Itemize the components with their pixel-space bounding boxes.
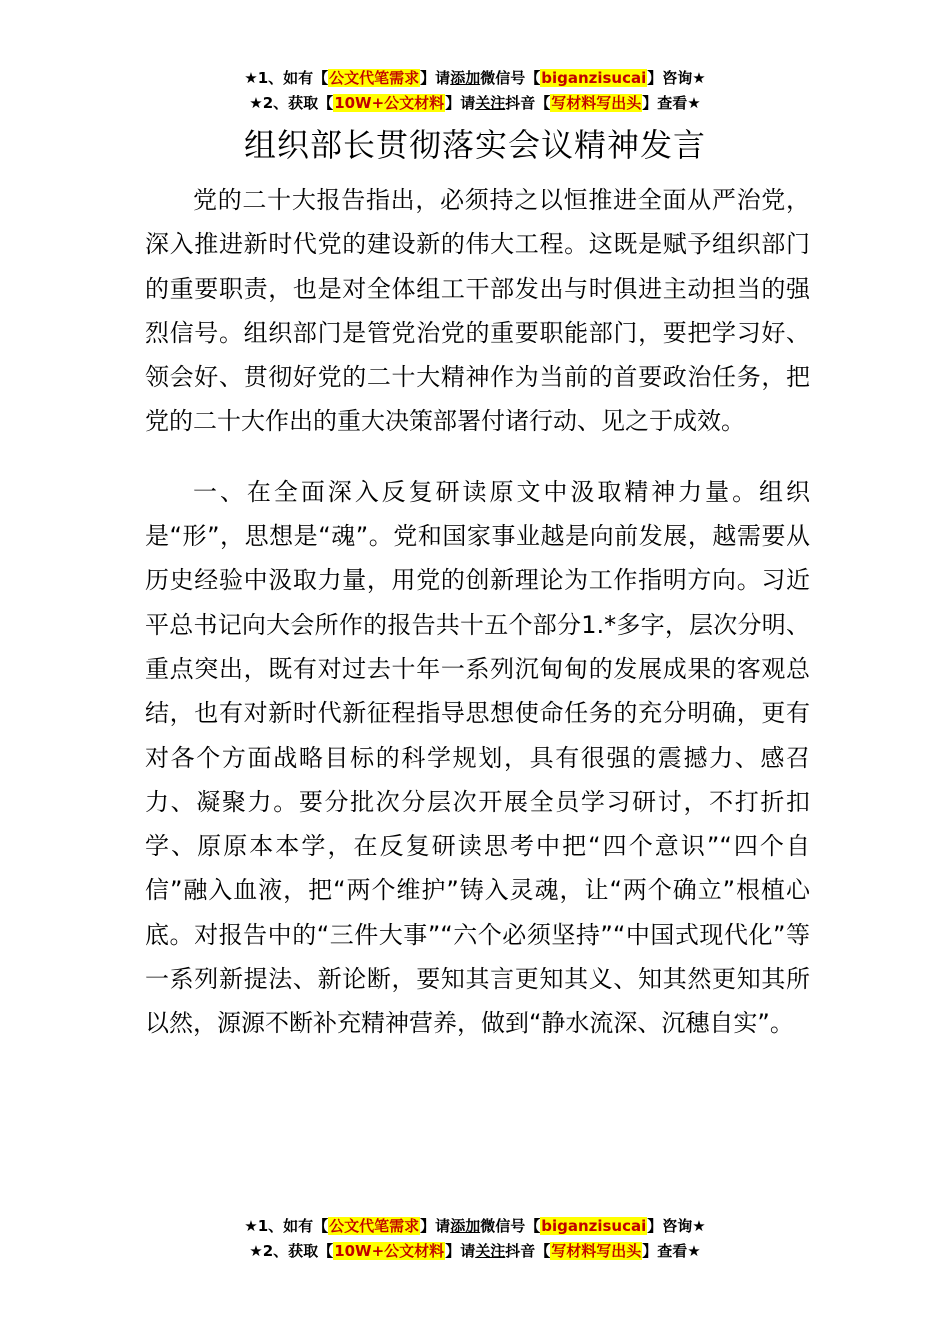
footer-ad-line-1-prefix: ★1、如有【	[244, 1217, 329, 1235]
footer-ad-line-1-suffix: 】咨询★	[647, 1217, 706, 1235]
footer-ad-line-2	[0, 1239, 950, 1264]
header-ad-materials-highlight: 10W+公文材料	[334, 94, 445, 112]
header-ad-line-2-prefix: ★2、获取【	[249, 94, 334, 112]
header-ad-douyin-label: 抖音【	[505, 94, 551, 112]
header-ad-add-underlined: 添加	[450, 69, 481, 87]
footer-ad-line-1-please: 】请	[420, 1217, 451, 1235]
document-body	[145, 178, 810, 1046]
footer-ad-service-highlight: 公文代笔需求	[329, 1217, 420, 1235]
body-paragraph-1: 党的二十大报告指出，必须持之以恒推进全面从严治党，深入推进新时代党的建设新的伟大工程。这既是赋予组织部门的重要职责，也是对全体组工干部发出与时俱进主动担当的强烈信号。组织部门是管党治党的重要职能部门，要把学习好、领会好、贯彻好党的二十大精神作为当前的首要政治任务，把党的二十大作出的重大决策部署付诸行动、见之于成效。	[145, 186, 810, 436]
header-ad-service-highlight: 公文代笔需求	[329, 69, 420, 87]
footer-ad-douyin-account: 写材料写出头	[551, 1242, 642, 1260]
footer-ad-add-underlined: 添加	[450, 1217, 481, 1235]
footer-ad-line-1	[0, 1214, 950, 1239]
footer-ad-line-2-please: 】请	[445, 1242, 476, 1260]
header-ad-line-1	[0, 66, 950, 91]
footer-ad-wechat-label: 微信号【	[480, 1217, 541, 1235]
footer-ad-line-2-suffix: 】查看★	[642, 1242, 701, 1260]
header-ad	[0, 66, 950, 116]
header-ad-line-2-please: 】请	[445, 94, 476, 112]
footer-ad-materials-highlight: 10W+公文材料	[334, 1242, 445, 1260]
header-ad-line-1-prefix: ★1、如有【	[244, 69, 329, 87]
footer-ad-line-2-prefix: ★2、获取【	[249, 1242, 334, 1260]
document-title: 组织部长贯彻落实会议精神发言	[243, 126, 706, 164]
header-ad-douyin-account: 写材料写出头	[551, 94, 642, 112]
body-paragraph-2: 一、在全面深入反复研读原文中汲取精神力量。组织是“形”，思想是“魂”。党和国家事业越是向前发展，越需要从历史经验中汲取力量，用党的创新理论为工作指明方向。习近平总书记向大会所作的报告共十五个部分1.*多字，层次分明、重点突出，既有对过去十年一系列沉甸甸的发展成果的客观总结，也有对新时代新征程指导思想使命任务的充分明确，更有对各个方面战略目标的科学规划，具有很强的震撼力、感召力、凝聚力。要分批次分层次开展全员学习研讨，不打折扣学、原原本本学，在反复研读思考中把“四个意识”“四个自信”融入血液，把“两个维护”铸入灵魂，让“两个确立”根植心底。对报告中的“三件大事”“六个必须坚持”“中国式现代化”等一系列新提法、新论断，要知其言更知其义、知其然更知其所以然，源源不断补充精神营养，做到“静水流深、沉穗自实”。	[145, 477, 810, 1038]
footer-ad-wechat-id: biganzisucai	[541, 1217, 647, 1235]
footer-ad-douyin-label: 抖音【	[505, 1242, 551, 1260]
header-ad-line-1-please: 】请	[420, 69, 451, 87]
header-ad-wechat-id: biganzisucai	[541, 69, 647, 87]
footer-ad-follow-underlined: 关注	[475, 1242, 506, 1260]
header-ad-line-2	[0, 91, 950, 116]
header-ad-wechat-label: 微信号【	[480, 69, 541, 87]
header-ad-follow-underlined: 关注	[475, 94, 506, 112]
footer-ad	[0, 1214, 950, 1264]
header-ad-line-2-suffix: 】查看★	[642, 94, 701, 112]
header-ad-line-1-suffix: 】咨询★	[647, 69, 706, 87]
